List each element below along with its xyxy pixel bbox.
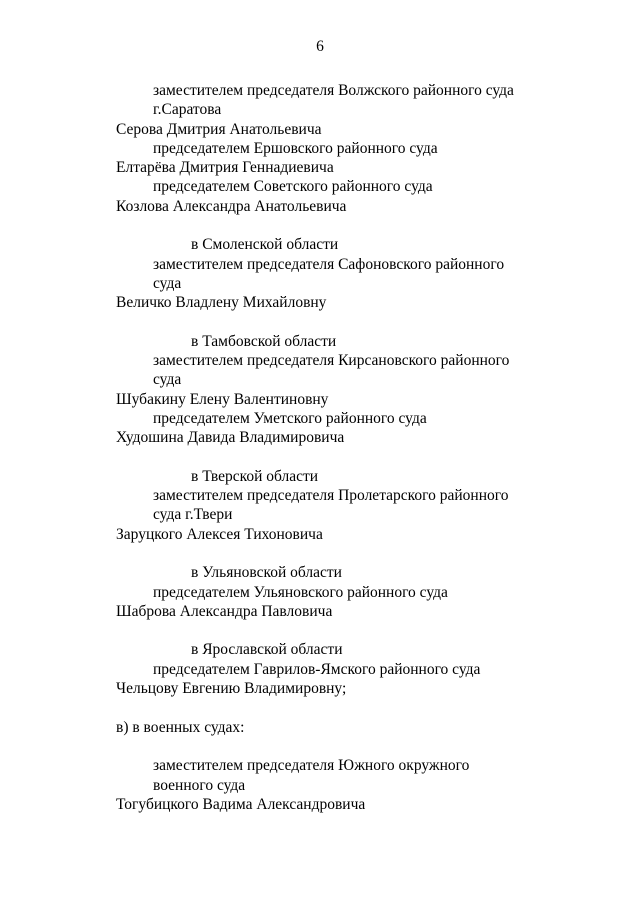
region-heading: в Ульяновской области (191, 564, 342, 581)
appointment-position: заместителем председателя Южного окружного (153, 757, 470, 774)
appointee-name: Тогубицкого Вадима Александровича (116, 796, 366, 813)
appointee-name: Худошина Давида Владимировича (116, 429, 345, 446)
appointment-position: заместителем председателя Сафоновского районного (153, 256, 505, 273)
appointment-position: суда г.Твери (153, 506, 233, 523)
appointment-position: председателем Советского районного суда (153, 178, 433, 195)
appointment-position: председателем Ульяновского районного суда (153, 584, 448, 601)
appointment-position: г.Саратова (153, 101, 222, 118)
appointment-position: военного суда (153, 777, 246, 794)
appointment-position: председателем Гаврилов-Ямского районного суда (153, 661, 481, 678)
appointee-name: Елтарёва Дмитрия Геннадиевича (116, 159, 334, 176)
appointee-name: Серова Дмитрия Анатольевича (116, 121, 322, 138)
region-heading: в Тамбовской области (191, 333, 337, 350)
page-number: 6 (316, 38, 324, 55)
appointee-name: Заруцкого Алексея Тихоновича (116, 526, 323, 543)
appointment-position: заместителем председателя Волжского районного суда (153, 82, 514, 99)
section-heading: в) в военных судах: (116, 719, 245, 736)
region-heading: в Тверской области (191, 468, 319, 485)
appointment-position: председателем Ершовского районного суда (153, 140, 438, 157)
appointee-name: Чельцову Евгению Владимировну; (116, 680, 347, 697)
appointment-position: суда (153, 371, 182, 388)
appointee-name: Козлова Александра Анатольевича (116, 198, 347, 215)
appointment-position: суда (153, 275, 182, 292)
region-heading: в Ярославской области (191, 641, 343, 658)
appointment-position: заместителем председателя Кирсановского районного (153, 352, 510, 369)
appointee-name: Шаброва Александра Павловича (116, 603, 333, 620)
appointment-position: председателем Уметского районного суда (153, 410, 427, 427)
appointment-position: заместителем председателя Пролетарского районного (153, 487, 509, 504)
region-heading: в Смоленской области (191, 236, 339, 253)
appointee-name: Величко Владлену Михайловну (116, 294, 327, 311)
appointee-name: Шубакину Елену Валентиновну (116, 391, 329, 408)
